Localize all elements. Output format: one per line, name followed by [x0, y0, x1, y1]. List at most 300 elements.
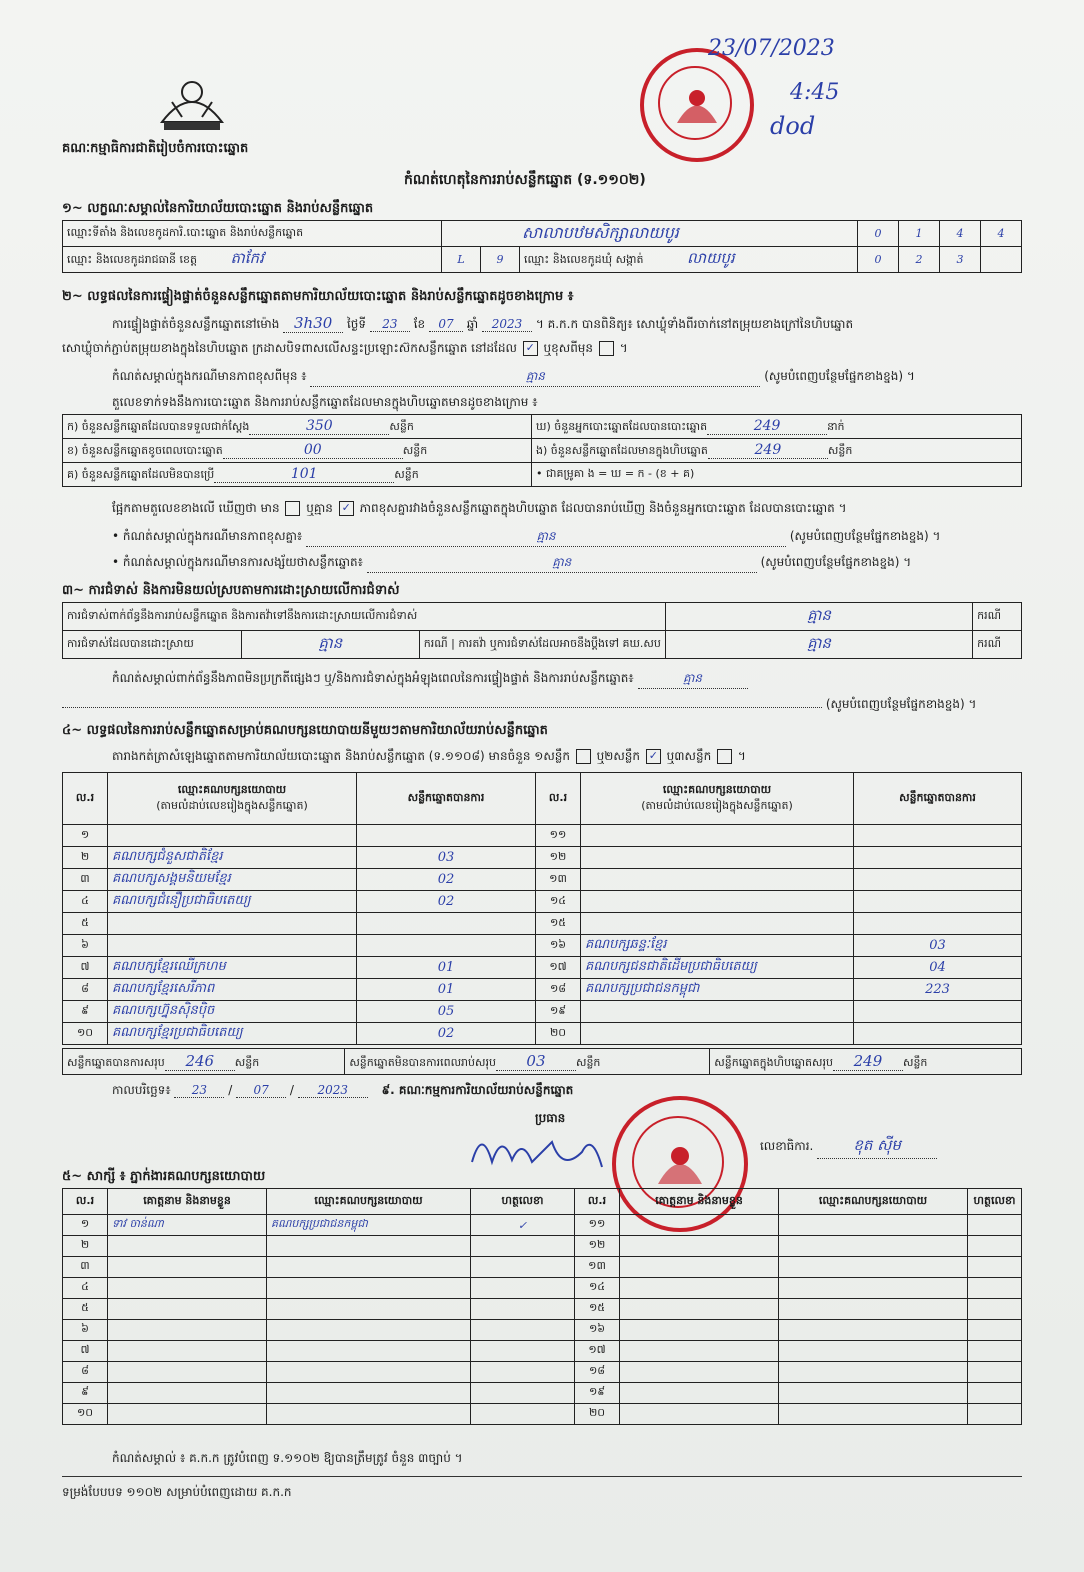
witness-sign-left — [471, 1404, 575, 1425]
commune-code-empty — [981, 247, 1022, 273]
site-label: ឈ្មោះទីតាំង និងលេខកូដការិ.បោះឆ្នោត និងរាប់សន្លឹកឆ្នោត — [63, 221, 442, 247]
witness-sign-right — [968, 1383, 1022, 1404]
witness-name-right — [620, 1215, 779, 1236]
irregularity-fill-hint: (សូមបំពេញបន្ថែមផ្នែកខាងខ្នង) ។ — [825, 697, 977, 711]
witness-sign-right — [968, 1299, 1022, 1320]
changed-checkbox[interactable] — [599, 341, 614, 356]
party-votes-left: 02 — [357, 891, 536, 913]
party-name-right — [581, 1001, 854, 1023]
party-votes-left: 05 — [357, 1001, 536, 1023]
province-code-1: L — [442, 247, 481, 273]
section1-table — [62, 220, 1022, 273]
vote-no-left: ៦ — [63, 935, 108, 957]
votes-row — [63, 1023, 1022, 1045]
witness-no-right: ១៨ — [575, 1362, 620, 1383]
province-code-2: 9 — [481, 247, 520, 273]
figure-d-unit: នាក់ — [827, 419, 845, 433]
figure-d-label: ឃ) ចំនួនអ្នកបោះឆ្នោតដែលបានបោះឆ្នោត — [536, 419, 708, 433]
appeal-value: គ្មាន — [665, 631, 972, 659]
votes-col-party-sub: (តាមលំដាប់លេខរៀងក្នុងសន្លឹកឆ្នោត) — [156, 798, 308, 812]
witness-sign-left: ✓ — [471, 1215, 575, 1236]
month-label: ខែ — [413, 317, 426, 331]
witness-no-left: ៤ — [63, 1278, 108, 1299]
party-name-left: គណបក្សជំនួសជាតិខ្មែរ — [108, 847, 357, 869]
witness-party-right — [779, 1404, 968, 1425]
figure-c — [63, 463, 532, 487]
figures-intro: តួលេខទាក់ទងនឹងការបោះឆ្នោត និងការរាប់សន្លឹកឆ្នោតដែលមានក្នុងហិបឆ្នោតមានដូចខាងក្រោម ៖ — [112, 395, 538, 409]
figure-a-unit: សន្លឹក — [389, 419, 414, 433]
witness-name-right — [620, 1341, 779, 1362]
votes-row — [63, 979, 1022, 1001]
has-discrepancy-checkbox[interactable] — [285, 501, 300, 516]
figure-d-value: 249 — [707, 418, 827, 435]
witness-col-no: ល.រ — [63, 1189, 108, 1215]
party-votes-left: 03 — [357, 847, 536, 869]
vote-no-right: ១៦ — [536, 935, 581, 957]
witness-col-sign-2: ហត្ថលេខា — [968, 1189, 1022, 1215]
footer-divider — [62, 1476, 1022, 1477]
votes-col-party-sub-2: (តាមលំដាប់លេខរៀងក្នុងសន្លឹកឆ្នោត) — [641, 798, 793, 812]
witness-party-left — [267, 1299, 471, 1320]
committee-label: ៩. គណៈកម្មការការិយាល័យរាប់សន្លឹកឆ្នោត — [381, 1083, 574, 1097]
total-valid-label: សន្លឹកឆ្នោតបានការសរុប — [67, 1055, 165, 1069]
vote-no-left: ៣ — [63, 869, 108, 891]
difference-note-line — [112, 368, 915, 387]
witness-party-left — [267, 1257, 471, 1278]
irregularity-note-line — [112, 670, 748, 689]
witness-row — [63, 1299, 1022, 1320]
resolved-unit-cell: ករណី | ការតវ៉ា ឬការជំទាស់ដែលអាចនឹងប្ដឹងទៅ គឃ.សប — [419, 631, 665, 659]
witness-row — [63, 1383, 1022, 1404]
vote-no-right: ២០ — [536, 1023, 581, 1045]
year-label: ឆ្នាំ — [466, 317, 479, 331]
formula: • ជាគម្រូគា ង = ឃ = ក - (ខ + គ) — [532, 463, 1022, 487]
discrepancy-none-label: ឬគ្មាន — [306, 501, 333, 515]
witness-party-left — [267, 1362, 471, 1383]
difference-note-label: កំណត់សម្គាល់ក្នុងករណីមានភាពខុសពីមុន ៖ — [112, 369, 307, 383]
party-votes-right — [854, 869, 1022, 891]
sheet-count-line: តារាងកត់ត្រាសំឡេងឆ្នោតតាមការិយាល័យបោះឆ្នោត និងរាប់សន្លឹកឆ្នោត (ទ.១១០៨) មានចំនួន ១សន្លឹក ឬ២សន្លឹក ✓ ឬ៣សន្លឹក ។ — [112, 749, 746, 763]
objection-table — [62, 602, 1022, 659]
total-box-label: សន្លឹកឆ្នោតក្នុងហិបឆ្នោតសរុប — [714, 1055, 833, 1069]
party-name-left — [108, 935, 357, 957]
date-label: កាលបរិច្ឆេទ៖ — [112, 1083, 171, 1097]
discrepancy-text: ភាពខុសគ្នារវាងចំនួនសន្លឹកឆ្នោតក្នុងហិបឆ្នោត ដែលបានរាប់ឃើញ និងចំនួនអ្នកបោះឆ្នោត ដែលបានបោះឆ្នោត ។ — [359, 501, 847, 515]
witness-party-right — [779, 1383, 968, 1404]
figure-e — [532, 439, 1022, 463]
party-name-right: គណបក្សឆន្ទៈខ្មែរ — [581, 935, 854, 957]
witness-name-right — [620, 1278, 779, 1299]
date-month: 07 — [236, 1083, 286, 1098]
section5-title: ៥~ សាក្សី ៖ ភ្នាក់ងារគណបក្សនយោបាយ — [62, 1169, 266, 1184]
secretary-name: ខុត ស៊ីម — [817, 1136, 937, 1159]
verify-line-2: សោឃ្លុំចាក់ភ្ជាប់តម្រុយខាងក្នុងនៃហិបឆ្នោត ក្រដាសបិទពាសលើសន្ទះប្រឡោះស៊កសន្លឹកឆ្នោត នៅដដែល ✓ ឬខុសពីមុន ។ — [62, 341, 628, 355]
witness-no-left: ៦ — [63, 1320, 108, 1341]
witness-name-left — [108, 1299, 267, 1320]
witness-sign-right — [968, 1341, 1022, 1362]
votes-row — [63, 825, 1022, 847]
witness-no-left: ១០ — [63, 1404, 108, 1425]
handwritten-signature-top: dod — [770, 112, 816, 140]
verify-line-end: ។ គ.ក.ក បានពិនិត្យ៖ សោឃ្លុំទាំងពីរចាក់នៅតម្រុយខាងក្រៅនៃហិបឆ្នោត — [535, 317, 854, 331]
witness-no-left: ៨ — [63, 1362, 108, 1383]
verify-time-label: ការផ្ទៀងផ្ទាត់ចំនួនសន្លឹកឆ្នោតនៅម៉ោង — [112, 317, 280, 331]
irregularity-note-value: គ្មាន — [638, 670, 748, 689]
vote-no-right: ១៨ — [536, 979, 581, 1001]
figure-b-unit: សន្លឹក — [402, 443, 428, 457]
date-year: 2023 — [298, 1083, 368, 1098]
witness-name-right — [620, 1299, 779, 1320]
party-name-left: គណបក្សខ្មែរសេរីភាព — [108, 979, 357, 1001]
witness-no-right: ១២ — [575, 1236, 620, 1257]
party-name-left: គណបក្សសង្គមនិយមខ្មែរ — [108, 869, 357, 891]
date-line: កាលបរិច្ឆេទ៖ 23 / 07 / 2023 ៩. គណៈកម្មការការិយាល័យរាប់សន្លឹកឆ្នោត — [112, 1083, 574, 1097]
site-code-4: 4 — [981, 221, 1022, 247]
verify-line-1 — [112, 314, 853, 334]
witness-row — [63, 1320, 1022, 1341]
votes-row — [63, 913, 1022, 935]
vote-no-left: ៨ — [63, 979, 108, 1001]
commune-value: លាយបូរ — [687, 248, 735, 267]
figure-b-value: 00 — [223, 442, 403, 459]
vote-no-left: ៥ — [63, 913, 108, 935]
witness-party-right — [779, 1257, 968, 1278]
witness-party-left: គណបក្សប្រជាជនកម្ពុជា — [267, 1215, 471, 1236]
objection-value: គ្មាន — [665, 603, 972, 631]
vote-no-left: ១០ — [63, 1023, 108, 1045]
commune-label: ឈ្មោះ និងលេខកូដឃុំ សង្កាត់ — [524, 252, 644, 266]
party-votes-right — [854, 1001, 1022, 1023]
total-box-value: 249 — [833, 1052, 903, 1071]
witness-sign-left — [471, 1383, 575, 1404]
party-votes-left — [357, 913, 536, 935]
witness-sign-left — [471, 1299, 575, 1320]
votes-col-no: ល.រ — [63, 773, 108, 825]
two-sheet-checkbox[interactable]: ✓ — [646, 749, 661, 764]
section1-title: ១~ លក្ខណៈសម្គាល់នៃការិយាល័យបោះឆ្នោត និងរាប់សន្លឹកឆ្នោត — [62, 201, 374, 216]
party-name-right — [581, 825, 854, 847]
witness-name-left — [108, 1341, 267, 1362]
site-code-3: 4 — [940, 221, 981, 247]
witness-no-left: ៣ — [63, 1257, 108, 1278]
doubt-note-value: គ្មាន — [367, 554, 757, 573]
figure-e-unit: សន្លឹក — [827, 443, 853, 457]
irregularity-note-label: កំណត់សម្គាល់ពាក់ព័ន្ធនឹងភាពមិនប្រក្រតីផ្សេងៗ ឬ/និងការជំទាស់ក្នុងអំឡុងពេលនៃការផ្ទៀងផ្ទាត់ និងការរាប់សន្លឹកឆ្នោត៖ — [112, 671, 634, 685]
witness-sign-left — [471, 1257, 575, 1278]
party-votes-left — [357, 935, 536, 957]
witness-party-right — [779, 1341, 968, 1362]
vote-no-right: ១៣ — [536, 869, 581, 891]
figure-c-value: 101 — [214, 466, 394, 483]
total-invalid-label: សន្លឹកឆ្នោតមិនបានការពេលរាប់សរុប — [349, 1055, 496, 1069]
witness-sign-right — [968, 1236, 1022, 1257]
witness-col-no-2: ល.រ — [575, 1189, 620, 1215]
witness-col-name-2: គោត្តនាម និងនាមខ្លួន — [620, 1189, 779, 1215]
party-name-right — [581, 847, 854, 869]
party-name-right: គណបក្សប្រជាជនកម្ពុជា — [581, 979, 854, 1001]
year-value: 2023 — [482, 317, 532, 332]
province-label — [63, 247, 442, 273]
commune-code-1: 0 — [858, 247, 899, 273]
total-invalid-unit: សន្លឹក — [575, 1055, 601, 1069]
witness-sign-left — [471, 1341, 575, 1362]
changed-label: ឬខុសពីមុន — [543, 341, 594, 355]
difference-note-value: គ្មាន — [310, 368, 760, 387]
witness-row — [63, 1404, 1022, 1425]
party-votes-left: 01 — [357, 957, 536, 979]
objection-unit: ករណី — [973, 603, 1022, 631]
witness-party-right — [779, 1362, 968, 1383]
votes-row — [63, 847, 1022, 869]
witness-no-right: ១៥ — [575, 1299, 620, 1320]
witness-row — [63, 1362, 1022, 1383]
party-name-right — [581, 891, 854, 913]
witness-party-left — [267, 1383, 471, 1404]
resolved-value: គ្មាន — [241, 631, 419, 659]
total-valid — [63, 1049, 345, 1075]
witness-no-right: ១១ — [575, 1215, 620, 1236]
commune-cell — [520, 247, 858, 273]
party-name-left: គណបក្សជំនឿប្រជាធិបតេយ្យ — [108, 891, 357, 913]
witness-party-right — [779, 1320, 968, 1341]
site-code-2: 1 — [899, 221, 940, 247]
vote-no-right: ១៩ — [536, 1001, 581, 1023]
witness-name-left — [108, 1362, 267, 1383]
doubt-fill-hint: (សូមបំពេញបន្ថែមផ្នែកខាងខ្នង) ។ — [760, 555, 912, 569]
witness-name-left: ទាវ ចាន់ណា — [108, 1215, 267, 1236]
witness-no-right: ១៤ — [575, 1278, 620, 1299]
total-box-unit: សន្លឹក — [902, 1055, 928, 1069]
votes-col-votes-2: សន្លឹកឆ្នោតបានការ — [854, 773, 1022, 825]
commune-code-2: 2 — [899, 247, 940, 273]
two-sheet-label: ឬ២សន្លឹក — [596, 749, 641, 763]
witness-row — [63, 1278, 1022, 1299]
diff-note-value: គ្មាន — [306, 528, 786, 547]
total-valid-unit: សន្លឹក — [234, 1055, 260, 1069]
doubt-note-label: • កំណត់សម្គាល់ក្នុងករណីមានការសង្ស័យថាសន្លឹកឆ្នោត៖ — [112, 555, 363, 569]
footer-note: កំណត់សម្គាល់ ៖ គ.ក.ក ត្រូវបំពេញ ទ.១១០២ ឱ្យបានត្រឹមត្រូវ ចំនួន ៣ច្បាប់ ។ — [112, 1451, 463, 1465]
secretary-line: លេខាធិការ. ខុត ស៊ីម — [760, 1136, 937, 1159]
irregularity-dots — [62, 707, 822, 708]
month-value: 07 — [429, 317, 463, 332]
figure-b-label: ខ) ចំនួនសន្លឹកឆ្នោតខូចពេលបោះឆ្នោត — [67, 443, 223, 457]
witness-col-name: គោត្តនាម និងនាមខ្លួន — [108, 1189, 267, 1215]
vote-no-right: ១៤ — [536, 891, 581, 913]
witness-no-right: ១៣ — [575, 1257, 620, 1278]
org-name: គណៈកម្មាធិការជាតិរៀបចំការបោះឆ្នោត — [62, 141, 249, 156]
witness-row — [63, 1341, 1022, 1362]
party-name-left — [108, 825, 357, 847]
witness-no-left: ៩ — [63, 1383, 108, 1404]
province-label-text: ឈ្មោះ និងលេខកូដរាជធានី ខេត្ត — [67, 252, 197, 266]
three-sheet-checkbox[interactable] — [717, 749, 732, 764]
diff-fill-hint: (សូមបំពេញបន្ថែមផ្នែកខាងខ្នង) ។ — [789, 529, 941, 543]
witness-table — [62, 1188, 1022, 1425]
figure-a-value: 350 — [249, 418, 389, 435]
party-name-left: គណបក្សហ្វ៊ុនស៊ិនប៉ិច — [108, 1001, 357, 1023]
verify-time-value: 3h30 — [283, 314, 343, 333]
vote-no-left: ៤ — [63, 891, 108, 913]
witness-sign-right — [968, 1215, 1022, 1236]
witness-party-right — [779, 1215, 968, 1236]
form-title: កំណត់ហេតុនៃការរាប់សន្លឹកឆ្នោត (ទ.១១០២) — [404, 172, 646, 188]
party-votes-right: 04 — [854, 957, 1022, 979]
chair-label: ប្រធាន — [535, 1111, 566, 1125]
witness-no-right: ១៧ — [575, 1341, 620, 1362]
total-valid-value: 246 — [165, 1052, 235, 1071]
witness-sign-right — [968, 1278, 1022, 1299]
section3-title: ៣~ ការជំទាស់ និងការមិនយល់ស្របតាមការដោះស្រាយលើការជំទាស់ — [62, 583, 400, 598]
day-value: 23 — [370, 317, 410, 332]
figure-a — [63, 415, 532, 439]
witness-party-left — [267, 1404, 471, 1425]
figure-d — [532, 415, 1022, 439]
witness-name-left — [108, 1257, 267, 1278]
resolved-label: ការជំទាស់ដែលបានដោះស្រាយ — [63, 631, 242, 659]
party-name-left: គណបក្សខ្មែរប្រជាធិបតេយ្យ — [108, 1023, 357, 1045]
witness-sign-right — [968, 1257, 1022, 1278]
discrepancy-line — [112, 500, 847, 518]
votes-col-no-2: ល.រ — [536, 773, 581, 825]
witness-sign-left — [471, 1236, 575, 1257]
votes-table — [62, 772, 1022, 1045]
party-votes-right — [854, 1023, 1022, 1045]
witness-party-left — [267, 1236, 471, 1257]
vote-no-right: ១២ — [536, 847, 581, 869]
one-sheet-checkbox[interactable] — [576, 749, 591, 764]
irregularity-fill-line — [62, 696, 976, 714]
witness-no-left: ២ — [63, 1236, 108, 1257]
date-day: 23 — [174, 1083, 224, 1098]
votes-row — [63, 869, 1022, 891]
witness-name-right — [620, 1404, 779, 1425]
party-name-right — [581, 913, 854, 935]
witness-no-left: ៧ — [63, 1341, 108, 1362]
party-name-left: គណបក្សខ្មែរឈើក្រហម — [108, 957, 357, 979]
vote-no-left: ៧ — [63, 957, 108, 979]
witness-row — [63, 1236, 1022, 1257]
witness-name-left — [108, 1278, 267, 1299]
party-votes-left — [357, 825, 536, 847]
vote-no-right: ១១ — [536, 825, 581, 847]
votes-row — [63, 935, 1022, 957]
witness-no-left: ១ — [63, 1215, 108, 1236]
vote-no-right: ១៥ — [536, 913, 581, 935]
witness-name-right — [620, 1236, 779, 1257]
section4-title: ៤~ លទ្ធផលនៃការរាប់សន្លឹកឆ្នោតសម្រាប់គណបក្សនយោបាយនីមួយៗតាមការិយាល័យរាប់សន្លឹកឆ្នោត — [62, 723, 548, 738]
party-votes-left: 02 — [357, 1023, 536, 1045]
witness-sign-right — [968, 1362, 1022, 1383]
figure-a-label: ក) ចំនួនសន្លឹកឆ្នោតដែលបានទទួលជាក់ស្តែង — [67, 419, 250, 433]
diff-note-label: • កំណត់សម្គាល់ក្នុងករណីមានភាពខុសគ្នា៖ — [112, 529, 303, 543]
doubt-note-line — [112, 554, 911, 573]
votes-col-party — [108, 773, 357, 825]
party-votes-right — [854, 913, 1022, 935]
figure-c-label: គ) ចំនួនសន្លឹកឆ្នោតដែលមិនបានប្រើ — [67, 467, 215, 481]
same-checkbox[interactable]: ✓ — [523, 341, 538, 356]
form-code: ទម្រង់បែបបទ ១១០២ សម្រាប់បំពេញដោយ គ.ក.ក — [62, 1485, 292, 1499]
party-name-right — [581, 1023, 854, 1045]
witness-col-party-2: ឈ្មោះគណបក្សនយោបាយ — [779, 1189, 968, 1215]
party-votes-right — [854, 825, 1022, 847]
site-value: សាលាបឋមសិក្សាលាយបូរ — [442, 221, 858, 247]
figure-e-label: ង) ចំនួនសន្លឹកឆ្នោតដែលមានក្នុងហិបឆ្នោត — [536, 443, 708, 457]
vote-no-left: ២ — [63, 847, 108, 869]
witness-no-right: ២០ — [575, 1404, 620, 1425]
witness-name-left — [108, 1404, 267, 1425]
witness-sign-left — [471, 1320, 575, 1341]
three-sheet-label: ឬ៣សន្លឹក — [666, 749, 712, 763]
witness-party-left — [267, 1278, 471, 1299]
resolved-unit: ករណី — [423, 636, 448, 650]
witness-name-right — [620, 1362, 779, 1383]
no-discrepancy-checkbox[interactable]: ✓ — [339, 501, 354, 516]
witness-name-left — [108, 1236, 267, 1257]
vote-no-right: ១៧ — [536, 957, 581, 979]
official-stamp-top — [640, 48, 754, 162]
witness-sign-left — [471, 1362, 575, 1383]
witness-sign-right — [968, 1320, 1022, 1341]
secretary-label: លេខាធិការ — [760, 1139, 810, 1153]
objection-label: ការជំទាស់ពាក់ព័ន្ធនឹងការរាប់សន្លឹកឆ្នោត និងការតវ៉ាទៅនឹងការដោះស្រាយលើការជំទាស់ — [63, 603, 666, 631]
vote-no-left: ៩ — [63, 1001, 108, 1023]
nec-logo-icon — [152, 62, 232, 138]
site-code-1: 0 — [858, 221, 899, 247]
witness-row — [63, 1257, 1022, 1278]
province-value: តាកែវ — [230, 248, 264, 267]
fill-hint: (សូមបំពេញបន្ថែមផ្នែកខាងខ្នង) ។ — [764, 369, 915, 383]
handwritten-time: 4:45 — [790, 80, 840, 105]
witness-name-right — [620, 1320, 779, 1341]
party-votes-left: 01 — [357, 979, 536, 1001]
party-votes-right — [854, 891, 1022, 913]
votes-row — [63, 891, 1022, 913]
witness-sign-left — [471, 1278, 575, 1299]
votes-col-party-2 — [581, 773, 854, 825]
witness-party-left — [267, 1320, 471, 1341]
party-name-left — [108, 913, 357, 935]
votes-row — [63, 957, 1022, 979]
witness-no-right: ១៩ — [575, 1383, 620, 1404]
figure-c-unit: សន្លឹក — [394, 467, 419, 481]
seal-status-text: សោឃ្លុំចាក់ភ្ជាប់តម្រុយខាងក្នុងនៃហិបឆ្នោត ក្រដាសបិទពាសលើសន្ទះប្រឡោះស៊កសន្លឹកឆ្នោត នៅដដែល — [62, 341, 517, 355]
witness-party-right — [779, 1278, 968, 1299]
witness-row — [63, 1215, 1022, 1236]
party-name-right: គណបក្សជនជាតិដើមប្រជាធិបតេយ្យ — [581, 957, 854, 979]
total-invalid-value: 03 — [496, 1052, 576, 1071]
witness-party-right — [779, 1236, 968, 1257]
witness-no-left: ៥ — [63, 1299, 108, 1320]
section2-title: ២~ លទ្ធផលនៃការផ្ទៀងផ្ទាត់ចំនួនសន្លឹកឆ្នោតតាមការិយាល័យបោះឆ្នោត និងរាប់សន្លឹកឆ្នោតដូចខាងក្រោម ៖ — [62, 289, 574, 304]
figure-b — [63, 439, 532, 463]
handwritten-date: 23/07/2023 — [708, 36, 835, 61]
appeal-unit: ករណី — [973, 631, 1022, 659]
witness-name-right — [620, 1257, 779, 1278]
figure-e-value: 249 — [708, 442, 828, 459]
party-votes-right: 223 — [854, 979, 1022, 1001]
votes-col-votes: សន្លឹកឆ្នោតបានការ — [357, 773, 536, 825]
party-votes-left: 02 — [357, 869, 536, 891]
appeal-label: ការតវ៉ា ឬការជំទាស់ដែលអាចនឹងប្ដឹងទៅ គឃ.សប — [458, 636, 661, 650]
sheet-count-text: តារាងកត់ត្រាសំឡេងឆ្នោតតាមការិយាល័យបោះឆ្នោត និងរាប់សន្លឹកឆ្នោត (ទ.១១០៨) មានចំនួន ១សន្លឹក — [112, 749, 570, 763]
party-name-right — [581, 869, 854, 891]
witness-name-right — [620, 1383, 779, 1404]
commune-code-3: 3 — [940, 247, 981, 273]
witness-col-sign: ហត្ថលេខា — [471, 1189, 575, 1215]
witness-no-right: ១៦ — [575, 1320, 620, 1341]
witness-col-party: ឈ្មោះគណបក្សនយោបាយ — [267, 1189, 471, 1215]
votes-row — [63, 1001, 1022, 1023]
